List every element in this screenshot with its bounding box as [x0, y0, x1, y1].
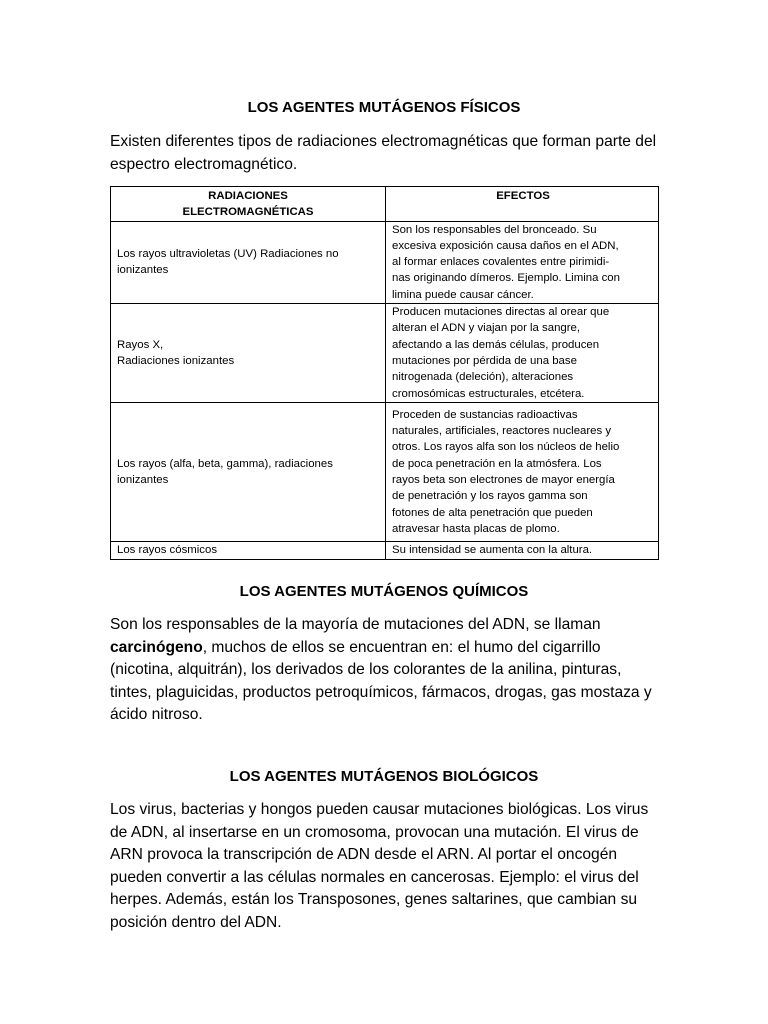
effect-cell	[386, 542, 659, 560]
radiation-effects-table	[110, 186, 659, 560]
biological-agents-title: LOS AGENTES MUTÁGENOS BIOLÓGICOS	[229, 768, 539, 785]
effect-line: al formar enlaces covalentes entre pirimidi-	[392, 256, 610, 269]
chemical-agents-paragraph	[110, 614, 658, 727]
effect-cell	[386, 403, 659, 542]
effect-line: Producen mutaciones directas al orear que	[392, 306, 610, 319]
effect-line: excesiva exposición causa daños en el ADN,	[392, 239, 619, 252]
effect-line: limina puede causar cáncer.	[392, 288, 534, 301]
chemical-agents-title: LOS AGENTES MUTÁGENOS QUÍMICOS	[239, 583, 529, 600]
effect-line: cromosómicas estructurales, etcétera.	[392, 387, 585, 400]
chemical-text-after: , muchos de ellos se encuentran en: el humo del cigarrillo (nicotina, alquitrán), los derivados de los colorantes de la anilina, pinturas, tintes, plaguicidas, productos petroquímicos, fármacos, drogas, gas mostaza y ácido nitroso.	[110, 638, 652, 723]
radiation-line: ionizantes	[117, 264, 169, 277]
table-row	[111, 304, 659, 403]
effect-line: atravesar hasta placas de plomo.	[392, 522, 560, 535]
table-row	[111, 403, 659, 542]
physical-agents-title: LOS AGENTES MUTÁGENOS FÍSICOS	[247, 99, 521, 116]
radiation-cell	[111, 221, 386, 303]
physical-agents-intro: Existen diferentes tipos de radiaciones electromagnéticas que forman parte del espectro electromagnético.	[110, 133, 657, 173]
effect-line: Son los responsables del bronceado. Su	[392, 223, 597, 236]
radiation-line: Los rayos cósmicos	[117, 544, 218, 557]
effect-line: naturales, artificiales, reactores nucleares y	[392, 425, 612, 438]
effect-line: fotones de alta penetración que pueden	[392, 506, 593, 519]
radiation-line: Radiaciones ionizantes	[117, 355, 235, 368]
effect-cell	[386, 221, 659, 303]
radiation-line: Los rayos (alfa, beta, gamma), radiaciones	[117, 457, 333, 470]
table-row	[111, 542, 659, 560]
effect-line: mutaciones por pérdida de una base	[392, 355, 577, 368]
header-radiations: RADIACIONES ELECTROMAGNÉTICAS	[111, 187, 386, 222]
effect-line: otros. Los rayos alfa son los núcleos de helio	[392, 441, 620, 454]
radiation-cell	[111, 304, 386, 403]
effect-line: rayos beta son electrones de mayor energía	[392, 474, 615, 487]
radiation-cell	[111, 542, 386, 560]
header-effects: EFECTOS	[386, 187, 659, 222]
effect-line: de penetración y los rayos gamma son	[392, 490, 588, 503]
radiation-cell	[111, 403, 386, 542]
table-row	[111, 221, 659, 303]
effect-line: de poca penetración en la atmósfera. Los	[392, 457, 602, 470]
effect-line: Su intensidad se aumenta con la altura.	[392, 544, 593, 557]
radiation-line: Los rayos ultravioletas (UV) Radiaciones no	[117, 248, 339, 261]
table-header-row	[111, 187, 659, 222]
chemical-text-before: Son los responsables de la mayoría de mutaciones del ADN, se llaman	[110, 616, 601, 633]
biological-agents-paragraph: Los virus, bacterias y hongos pueden causar mutaciones biológicas. Los virus de ADN, al insertarse en un cromosoma, provocan una mutación. El virus de ARN provoca la transcripción de ADN desde el ARN. Al portar el oncogén pueden convertir a las células normales en cancerosas. Ejemplo: el virus del herpes. Además, están los Transposones, genes saltarines, que cambian su posición dentro del ADN.	[110, 801, 649, 931]
effect-line: afectando a las demás células, producen	[392, 338, 600, 351]
chemical-bold-term: carcinógeno	[110, 638, 203, 656]
radiation-line: Rayos X,	[117, 338, 164, 351]
effect-cell	[386, 304, 659, 403]
radiation-line: ionizantes	[117, 474, 169, 487]
table-body	[111, 221, 659, 559]
effect-line: nas originando dímeros. Ejemplo. Limina con	[392, 272, 620, 285]
effect-line: alteran el ADN y viajan por la sangre,	[392, 322, 581, 335]
effect-line: nitrogenada (deleción), alteraciones	[392, 371, 574, 384]
effect-line: Proceden de sustancias radioactivas	[392, 408, 578, 421]
